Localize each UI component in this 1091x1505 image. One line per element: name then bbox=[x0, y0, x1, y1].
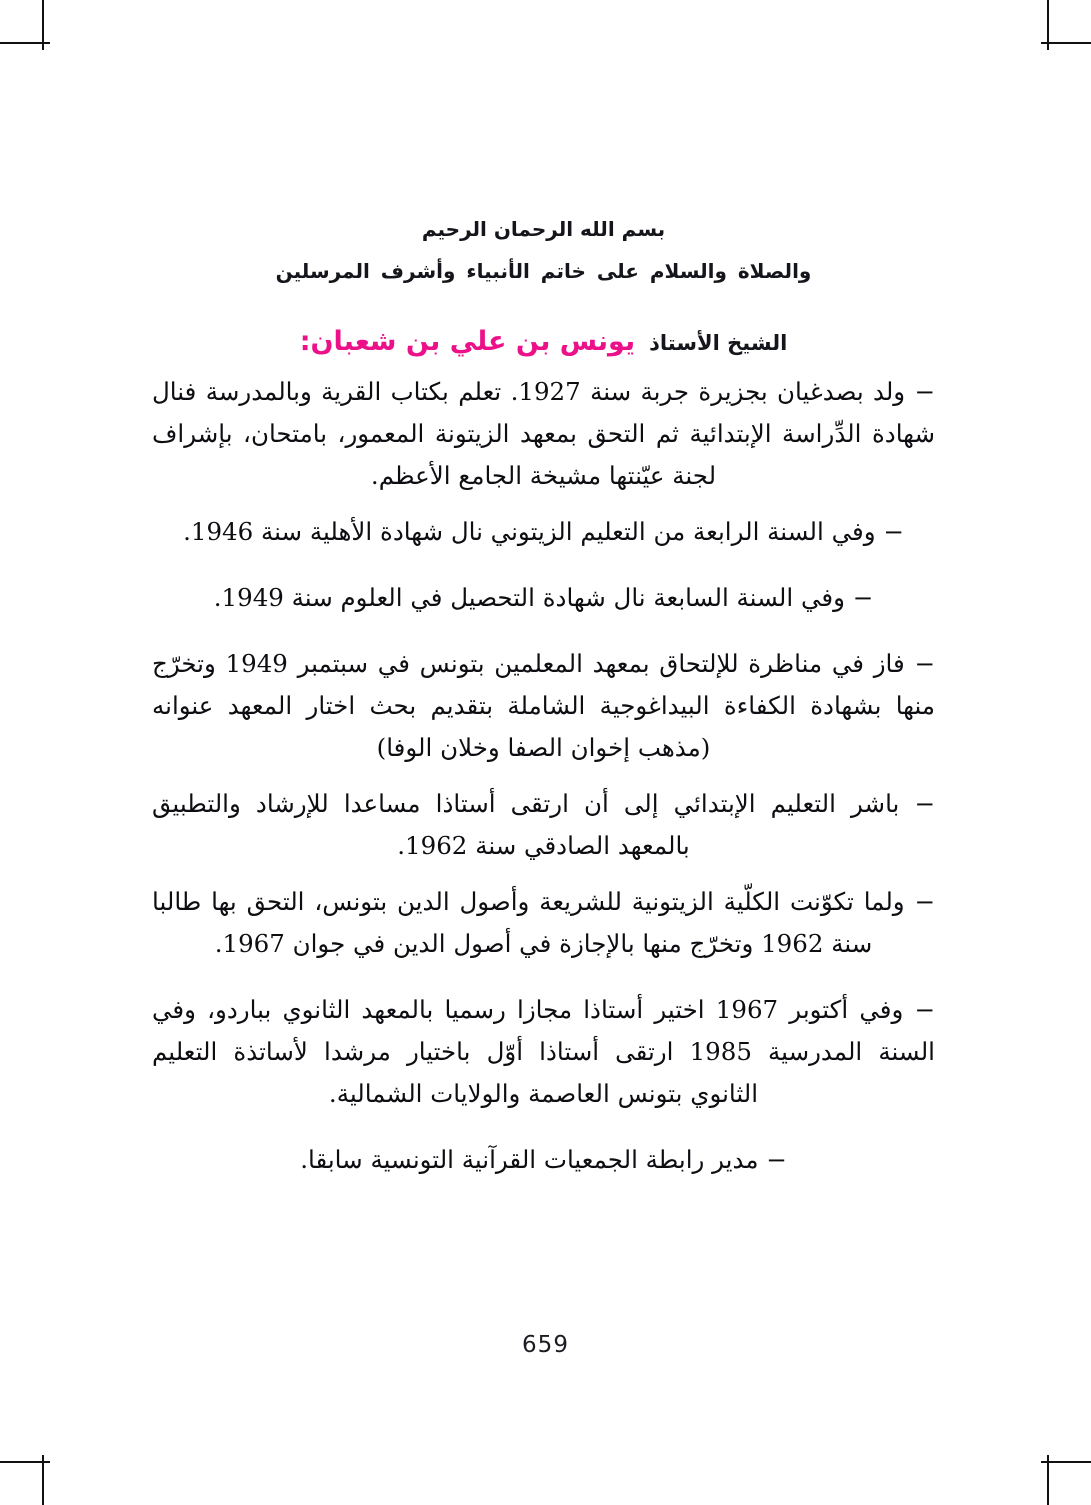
title-person-name: يونس بن علي بن شعبان: bbox=[299, 326, 636, 357]
crop-mark-bottom-left-horizontal bbox=[0, 1461, 50, 1463]
invocation-block bbox=[152, 214, 935, 286]
basmala-line: بسم الله الرحمان الرحيم bbox=[421, 217, 666, 241]
crop-mark-top-left-horizontal bbox=[0, 42, 50, 44]
biography-body bbox=[152, 371, 935, 1181]
biography-paragraph: − وفي أكتوبر 1967 اختير أستاذا مجازا رسميا بالمعهد الثانوي بباردو، وفي السنة المدرسية 1985 ارتقى أستاذا أوّل باختيار مرشدا لأساتذة التعليم الثانوي بتونس العاصمة والولايات الشمالية. bbox=[152, 995, 935, 1108]
title-honorific: الشيخ الأستاذ bbox=[649, 331, 788, 355]
biography-paragraph: − فاز في مناظرة للإلتحاق بمعهد المعلمين بتونس في سبتمبر 1949 وتخرّج منها بشهادة الكفاءة البيداغوجية الشاملة بتقديم بحث اختار المعهد عنوانه (مذهب إخوان الصفا وخلان الوفا) bbox=[152, 649, 935, 762]
biography-paragraph: − مدير رابطة الجمعيات القرآنية التونسية سابقا. bbox=[300, 1145, 787, 1174]
page-title bbox=[152, 326, 935, 357]
crop-mark-top-right-horizontal bbox=[1041, 42, 1091, 44]
page-content bbox=[152, 214, 935, 1195]
biography-paragraph: − وفي السنة السابعة نال شهادة التحصيل في العلوم سنة 1949. bbox=[213, 583, 874, 612]
biography-paragraph: − باشر التعليم الإبتدائي إلى أن ارتقى أستاذا مساعدا للإرشاد والتطبيق بالمعهد الصادقي سنة 1962. bbox=[152, 789, 935, 860]
biography-paragraph: − ولد بصدغيان بجزيرة جربة سنة 1927. تعلم بكتاب القرية وبالمدرسة فنال شهادة الدِّراسة الإبتدائية ثم التحق بمعهد الزيتونة المعمور، بامتحان، بإشراف لجنة عيّنتها مشيخة الجامع الأعظم. bbox=[152, 377, 935, 490]
salutation-line: والصلاة والسلام على خاتم الأنبياء وأشرف المرسلين bbox=[275, 259, 812, 283]
biography-paragraph: − ولما تكوّنت الكلّية الزيتونية للشريعة وأصول الدين بتونس، التحق بها طالبا سنة 1962 وتخرّج منها بالإجازة في أصول الدين في جوان 1967. bbox=[152, 887, 935, 958]
biography-paragraph: − وفي السنة الرابعة من التعليم الزيتوني نال شهادة الأهلية سنة 1946. bbox=[183, 517, 904, 546]
crop-mark-bottom-right-horizontal bbox=[1041, 1461, 1091, 1463]
page-number: 659 bbox=[522, 1332, 569, 1358]
